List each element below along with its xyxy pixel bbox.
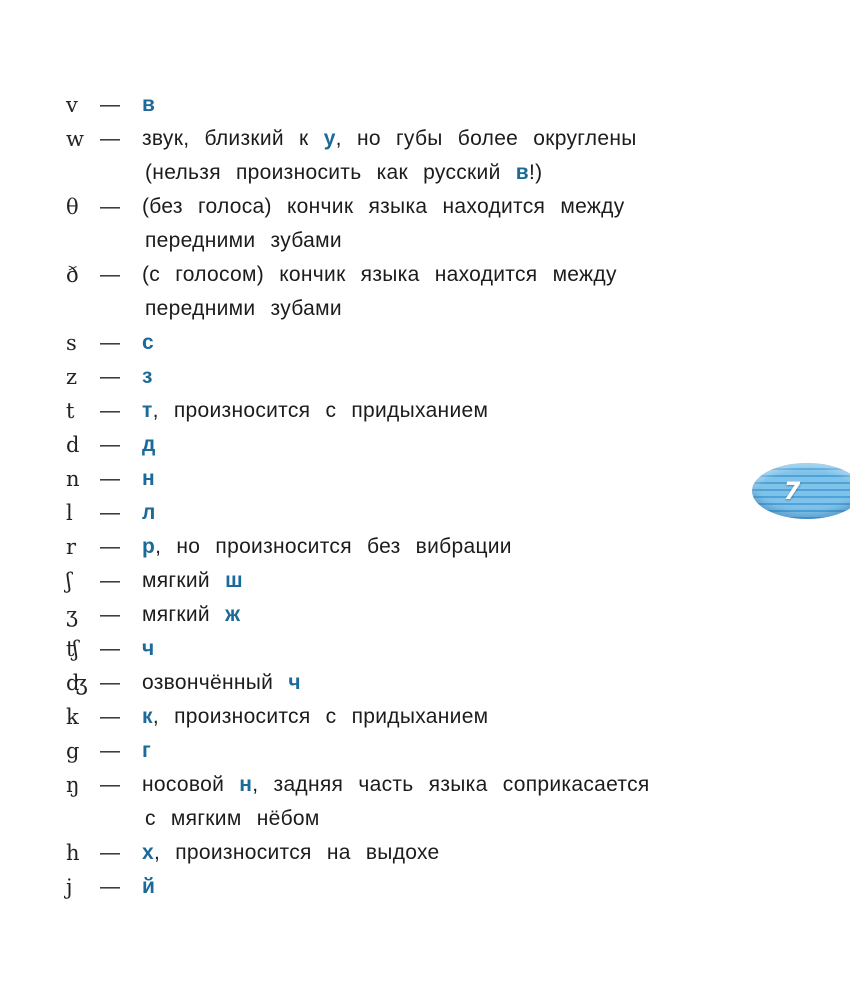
symbol-entry: [66, 598, 766, 632]
description-line: [142, 258, 766, 292]
symbol-entry: [66, 530, 766, 564]
symbol-entry: [66, 870, 766, 904]
phonetic-symbol: h: [66, 841, 80, 865]
description-text: (без голоса) кончик языка находится между: [142, 195, 625, 218]
russian-equivalent-letter: в: [142, 93, 156, 116]
description-text: !): [528, 161, 543, 184]
description-text: носовой: [142, 773, 240, 796]
em-dash: —: [100, 502, 120, 524]
phonetic-symbol: r: [66, 535, 77, 559]
em-dash: —: [100, 332, 120, 354]
russian-equivalent-letter: ч: [142, 637, 155, 660]
phonetic-symbol: g: [66, 739, 80, 763]
pronunciation-description: [142, 870, 766, 904]
em-dash: —: [100, 842, 120, 864]
symbol-entry: [66, 122, 766, 190]
russian-equivalent-letter: в: [515, 161, 529, 184]
description-line: [142, 564, 766, 598]
description-text: с мягким нёбом: [145, 807, 320, 830]
symbol-entry: [66, 700, 766, 734]
description-line: [142, 190, 766, 224]
phonetic-symbol: w: [66, 127, 84, 151]
symbol-entry: [66, 428, 766, 462]
pronunciation-description: [142, 632, 766, 666]
description-text: звук, близкий к: [142, 127, 324, 150]
russian-equivalent-letter: з: [142, 365, 153, 388]
phonetic-symbol: ʒ: [66, 603, 78, 627]
pronunciation-description: [142, 836, 766, 870]
pronunciation-description: [142, 394, 766, 428]
description-line: [142, 598, 766, 632]
russian-equivalent-letter: т: [142, 399, 153, 422]
em-dash: —: [100, 94, 120, 116]
em-dash: —: [100, 196, 120, 218]
description-line: [142, 700, 766, 734]
russian-equivalent-letter: ч: [288, 671, 301, 694]
description-line: [142, 768, 766, 802]
phonetic-symbol: k: [66, 705, 79, 729]
symbol-entry: [66, 836, 766, 870]
description-text: (с голосом) кончик языка находится между: [142, 263, 617, 286]
symbol-entry: [66, 564, 766, 598]
em-dash: —: [100, 740, 120, 762]
em-dash: —: [100, 434, 120, 456]
russian-equivalent-letter: н: [239, 773, 253, 796]
russian-equivalent-letter: д: [142, 433, 156, 456]
symbol-entry: [66, 462, 766, 496]
description-line: [142, 734, 766, 768]
description-text: мягкий: [142, 603, 226, 626]
phonetic-symbol: d: [66, 433, 80, 457]
symbol-entry: [66, 360, 766, 394]
symbol-entry: [66, 632, 766, 666]
description-line: [142, 632, 766, 666]
description-continuation-line: [142, 802, 766, 836]
description-line: [142, 870, 766, 904]
phonetic-symbol: t: [66, 399, 75, 423]
description-line: [142, 836, 766, 870]
description-line: [142, 666, 766, 700]
description-text: , произносится с придыханием: [152, 399, 489, 422]
description-line: [142, 88, 766, 122]
pronunciation-description: [142, 360, 766, 394]
symbol-entry: [66, 88, 766, 122]
description-text: (нельзя произносить как русский: [145, 161, 516, 184]
russian-equivalent-letter: с: [142, 331, 154, 354]
phonetic-symbol-list: [66, 88, 766, 904]
description-text: мягкий: [142, 569, 226, 592]
pronunciation-description: [142, 700, 766, 734]
pronunciation-description: [142, 190, 766, 258]
symbol-entry: [66, 666, 766, 700]
russian-equivalent-letter: л: [142, 501, 156, 524]
description-text: передними зубами: [145, 229, 342, 252]
phonetic-symbol: θ: [66, 195, 79, 219]
russian-equivalent-letter: ш: [225, 569, 243, 592]
description-line: [142, 326, 766, 360]
phonetic-symbol: z: [66, 365, 78, 389]
em-dash: —: [100, 604, 120, 626]
symbol-entry: [66, 734, 766, 768]
russian-equivalent-letter: й: [142, 875, 156, 898]
phonetic-symbol: s: [66, 331, 77, 355]
description-text: , но произносится без вибрации: [155, 535, 512, 558]
em-dash: —: [100, 264, 120, 286]
pronunciation-description: [142, 88, 766, 122]
description-line: [142, 360, 766, 394]
description-text: , задняя часть языка соприкасается: [252, 773, 650, 796]
phonetic-symbol: ʧ: [66, 637, 79, 661]
pronunciation-description: [142, 258, 766, 326]
description-continuation-line: [142, 156, 766, 190]
em-dash: —: [100, 638, 120, 660]
description-line: [142, 122, 766, 156]
phonetic-symbol: n: [66, 467, 80, 491]
symbol-entry: [66, 496, 766, 530]
em-dash: —: [100, 366, 120, 388]
phonetic-symbol: ʃ: [66, 569, 72, 593]
description-line: [142, 394, 766, 428]
symbol-entry: [66, 258, 766, 326]
russian-equivalent-letter: к: [142, 705, 153, 728]
pronunciation-description: [142, 326, 766, 360]
description-line: [142, 462, 766, 496]
pronunciation-description: [142, 666, 766, 700]
phonetic-symbol: ð: [66, 263, 79, 287]
russian-equivalent-letter: н: [142, 467, 155, 490]
russian-equivalent-letter: ж: [225, 603, 241, 626]
description-text: озвончённый: [142, 671, 289, 694]
pronunciation-description: [142, 122, 766, 190]
phonetic-symbol: ŋ: [66, 773, 80, 797]
page-number: 7: [783, 477, 801, 505]
russian-equivalent-letter: х: [142, 841, 154, 864]
description-line: [142, 496, 766, 530]
russian-equivalent-letter: г: [142, 739, 152, 762]
phonetic-symbol: j: [66, 875, 73, 899]
description-line: [142, 530, 766, 564]
em-dash: —: [100, 400, 120, 422]
phonetic-symbol: ʤ: [66, 671, 88, 695]
symbol-entry: [66, 326, 766, 360]
description-line: [142, 428, 766, 462]
pronunciation-description: [142, 768, 766, 836]
em-dash: —: [100, 128, 120, 150]
description-continuation-line: [142, 224, 766, 258]
phonetic-symbol: l: [66, 501, 73, 525]
pronunciation-description: [142, 564, 766, 598]
em-dash: —: [100, 570, 120, 592]
description-text: , произносится с придыханием: [152, 705, 489, 728]
description-continuation-line: [142, 292, 766, 326]
symbol-entry: [66, 768, 766, 836]
pronunciation-description: [142, 598, 766, 632]
em-dash: —: [100, 536, 120, 558]
symbol-entry: [66, 190, 766, 258]
pronunciation-description: [142, 462, 766, 496]
pronunciation-description: [142, 496, 766, 530]
symbol-entry: [66, 394, 766, 428]
pronunciation-description: [142, 734, 766, 768]
pronunciation-description: [142, 530, 766, 564]
description-text: передними зубами: [145, 297, 342, 320]
em-dash: —: [100, 706, 120, 728]
pronunciation-description: [142, 428, 766, 462]
russian-equivalent-letter: р: [142, 535, 156, 558]
em-dash: —: [100, 672, 120, 694]
em-dash: —: [100, 876, 120, 898]
em-dash: —: [100, 774, 120, 796]
description-text: , произносится на выдохе: [153, 841, 440, 864]
phonetic-symbol: v: [66, 93, 78, 117]
description-text: , но губы более округлены: [335, 127, 637, 150]
russian-equivalent-letter: у: [323, 127, 336, 150]
em-dash: —: [100, 468, 120, 490]
